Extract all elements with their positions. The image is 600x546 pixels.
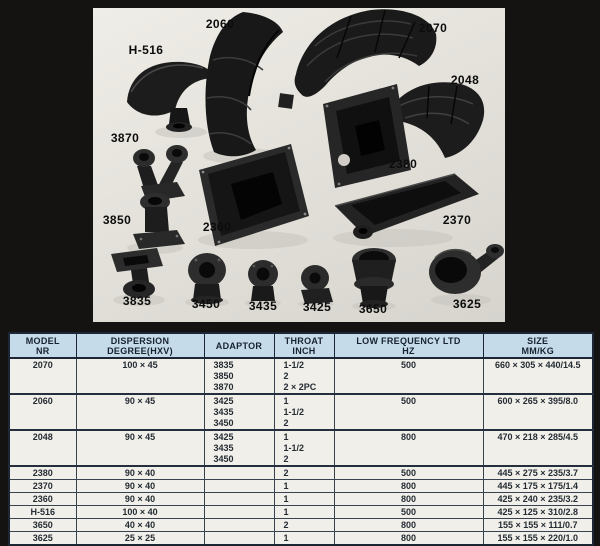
photo-label-h516: H-516 bbox=[128, 43, 164, 57]
cell-throat: 1 bbox=[274, 493, 334, 506]
cell-model: 3625 bbox=[32, 533, 53, 543]
cell-throat: 2 bbox=[274, 466, 334, 480]
spec-row-2360 bbox=[9, 493, 593, 506]
cell-throat: 1 bbox=[274, 480, 334, 493]
cell-frequency: 500 bbox=[334, 506, 483, 519]
cell-frequency: 500 bbox=[334, 358, 483, 394]
cell-throat: 1 1-1/2 2 bbox=[274, 430, 334, 466]
photo-label-3835: 3835 bbox=[122, 294, 152, 308]
photo-label-3625: 3625 bbox=[452, 297, 482, 311]
cell-model: H-516 bbox=[30, 507, 55, 517]
cell-dispersion: 40 × 40 bbox=[76, 519, 204, 532]
cell-dispersion: 100 × 40 bbox=[76, 506, 204, 519]
spec-table-header-row bbox=[9, 333, 593, 358]
cell-frequency: 800 bbox=[334, 519, 483, 532]
spec-row-3625 bbox=[9, 532, 593, 546]
cell-size: 470 × 218 × 285/4.5 bbox=[483, 430, 593, 466]
cell-model: 2370 bbox=[32, 481, 53, 491]
cell-adaptor bbox=[204, 480, 274, 493]
photo-label-3870: 3870 bbox=[110, 131, 140, 145]
cell-frequency: 500 bbox=[334, 466, 483, 480]
photo-label-2370: 2370 bbox=[442, 213, 472, 227]
cell-size: 425 × 240 × 235/3.2 bbox=[483, 493, 593, 506]
adaptor-3835 bbox=[111, 248, 163, 298]
photo-label-2060: 2060 bbox=[205, 17, 235, 31]
adaptor-3435 bbox=[248, 260, 278, 301]
adaptor-3425 bbox=[301, 265, 333, 304]
photo-label-3650: 3650 bbox=[358, 302, 388, 316]
cell-throat: 2 bbox=[274, 519, 334, 532]
header-model: MODEL NR bbox=[9, 333, 76, 358]
cell-model: 2070 bbox=[32, 360, 53, 370]
cell-size: 660 × 305 × 440/14.5 bbox=[483, 358, 593, 394]
cell-model: 2360 bbox=[32, 494, 53, 504]
cell-dispersion: 90 × 40 bbox=[76, 466, 204, 480]
cell-adaptor bbox=[204, 466, 274, 480]
cell-adaptor bbox=[204, 519, 274, 532]
spec-row-H-516 bbox=[9, 506, 593, 519]
cell-model: 2380 bbox=[32, 468, 53, 478]
spec-table bbox=[8, 332, 594, 546]
horn-2380 bbox=[323, 84, 411, 188]
cell-adaptor: 3425 3435 3450 bbox=[204, 394, 274, 430]
cell-throat: 1 bbox=[274, 532, 334, 546]
photo-label-2070: 2070 bbox=[418, 21, 448, 35]
photo-label-3425: 3425 bbox=[302, 300, 332, 314]
spec-row-2380 bbox=[9, 466, 593, 480]
cell-model: 2048 bbox=[32, 432, 53, 442]
cell-dispersion: 90 × 40 bbox=[76, 480, 204, 493]
header-size: SIZE MM/KG bbox=[483, 333, 593, 358]
cell-size: 445 × 175 × 175/1.4 bbox=[483, 480, 593, 493]
spec-row-2070 bbox=[9, 358, 593, 394]
adaptor-3850 bbox=[133, 193, 185, 249]
cell-dispersion: 90 × 40 bbox=[76, 493, 204, 506]
cell-throat: 1 bbox=[274, 506, 334, 519]
header-throat: THROAT INCH bbox=[274, 333, 334, 358]
product-photo bbox=[93, 8, 505, 322]
photo-label-3450: 3450 bbox=[191, 297, 221, 311]
header-adaptor: ADAPTOR bbox=[204, 333, 274, 358]
spec-row-2048 bbox=[9, 430, 593, 466]
cell-size: 155 × 155 × 220/1.0 bbox=[483, 532, 593, 546]
horn-h516 bbox=[127, 62, 212, 132]
spec-row-2370 bbox=[9, 480, 593, 493]
spec-row-3650 bbox=[9, 519, 593, 532]
cell-frequency: 500 bbox=[334, 394, 483, 430]
photo-label-3850: 3850 bbox=[102, 213, 132, 227]
cell-size: 155 × 155 × 111/0.7 bbox=[483, 519, 593, 532]
photo-label-2380: 2380 bbox=[388, 157, 418, 171]
cell-frequency: 800 bbox=[334, 430, 483, 466]
cell-dispersion: 100 × 45 bbox=[76, 358, 204, 394]
cell-adaptor bbox=[204, 493, 274, 506]
cell-model: 2060 bbox=[32, 396, 53, 406]
cell-frequency: 800 bbox=[334, 480, 483, 493]
cell-throat: 1-1/2 2 2 × 2PC bbox=[274, 358, 334, 394]
adaptor-3870 bbox=[133, 145, 188, 202]
cell-size: 445 × 275 × 235/3.7 bbox=[483, 466, 593, 480]
cell-dispersion: 25 × 25 bbox=[76, 532, 204, 546]
cell-frequency: 800 bbox=[334, 532, 483, 546]
cell-size: 600 × 265 × 395/8.0 bbox=[483, 394, 593, 430]
cell-throat: 1 1-1/2 2 bbox=[274, 394, 334, 430]
spec-table-wrap bbox=[8, 332, 592, 546]
cell-size: 425 × 125 × 310/2.8 bbox=[483, 506, 593, 519]
header-low-frequency: LOW FREQUENCY LTD HZ bbox=[334, 333, 483, 358]
cell-frequency: 800 bbox=[334, 493, 483, 506]
adaptor-3625 bbox=[429, 244, 504, 294]
cell-dispersion: 90 × 45 bbox=[76, 430, 204, 466]
header-dispersion: DISPERSION DEGREE(HXV) bbox=[76, 333, 204, 358]
photo-label-2360: 2360 bbox=[202, 220, 232, 234]
photo-label-3435: 3435 bbox=[248, 299, 278, 313]
horn-2060 bbox=[205, 12, 293, 156]
cell-adaptor bbox=[204, 532, 274, 546]
horn-2070 bbox=[295, 9, 437, 97]
cell-dispersion: 90 × 45 bbox=[76, 394, 204, 430]
spec-row-2060 bbox=[9, 394, 593, 430]
adaptor-3650 bbox=[352, 248, 396, 308]
cell-model: 3650 bbox=[32, 520, 53, 530]
photo-label-2048: 2048 bbox=[450, 73, 480, 87]
cell-adaptor: 3425 3435 3450 bbox=[204, 430, 274, 466]
cell-adaptor: 3835 3850 3870 bbox=[204, 358, 274, 394]
cell-adaptor bbox=[204, 506, 274, 519]
